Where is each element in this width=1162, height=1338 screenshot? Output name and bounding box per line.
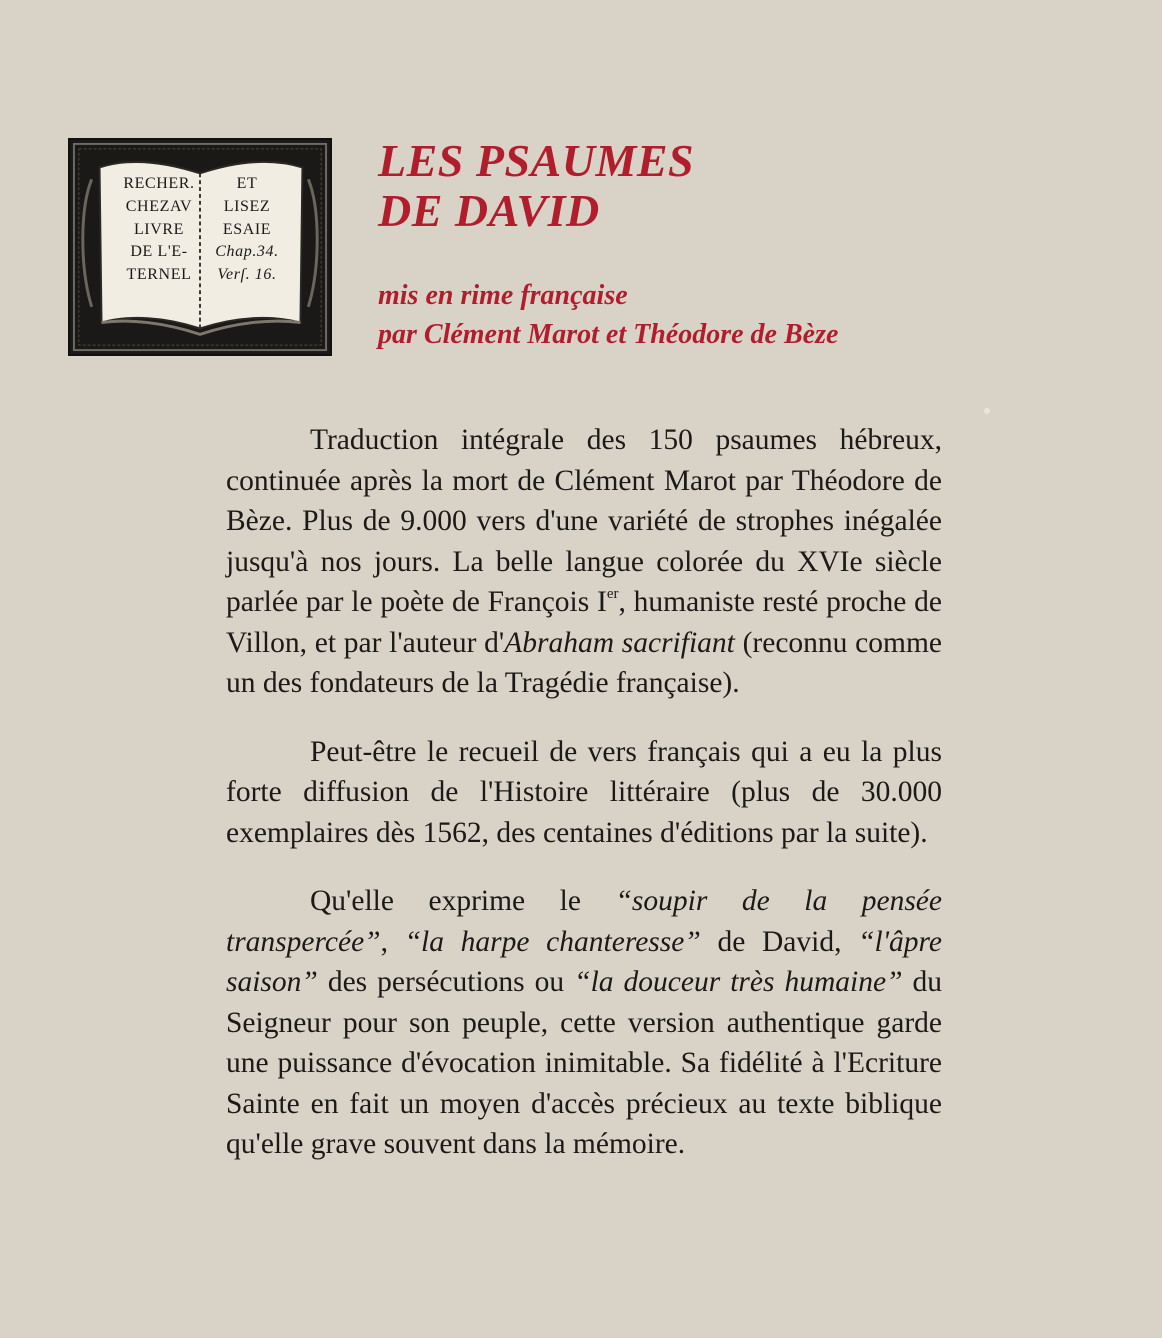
subtitle-line: par Clément Marot et Théodore de Bèze <box>378 319 839 350</box>
emblem-left-page <box>118 173 200 287</box>
paper-speck <box>984 408 990 414</box>
paragraph-1 <box>226 420 942 704</box>
text-run: des persécutions ou <box>317 966 575 998</box>
text-run: Traduction intégrale des 150 psaumes hébreux, continuée après la mort de Clément Marot par Théodore de Bèze. Plus de 9.000 vers d'une variété de strophes inégalée jusqu'à nos jours. La belle langue colorée du XVIe siècle parlée par le poète de François I <box>226 424 942 618</box>
emblem-text-line: RECHER. <box>123 175 195 192</box>
emblem-text-line: Chap.34. <box>215 243 279 261</box>
emblem-text-line: LISEZ <box>223 197 271 215</box>
quotation: “la harpe chanteresse” <box>404 925 701 958</box>
open-book-emblem <box>68 138 332 356</box>
paragraph-2: Peut-être le recueil de vers français qui a eu la plus forte diffusion de l'Histoire littéraire (plus de 30.000 exemplaires dès 1562, des centaines d'éditions par la suite). <box>226 735 942 849</box>
emblem-text-line: TERNEL <box>126 266 192 284</box>
text-run: Qu'elle exprime le <box>310 885 616 917</box>
title-line: LES PSAUMES <box>378 135 695 186</box>
description-text <box>226 420 942 1165</box>
book-icon <box>70 140 330 354</box>
emblem-right-page <box>204 173 290 287</box>
subtitle-line: mis en rime française <box>378 280 628 311</box>
emblem-text-line: DE L'E- <box>130 243 188 261</box>
text-run: de David, <box>700 925 859 958</box>
quotation: “la douceur très humaine” <box>574 966 903 998</box>
emblem-text-line: CHEZAV <box>125 197 193 215</box>
emblem-text-line: ESAIE <box>222 220 272 238</box>
italic-title: Abraham sacrifiant <box>504 626 735 659</box>
book-title <box>378 136 694 236</box>
emblem-text-line: Verſ. 16. <box>217 266 277 284</box>
superscript: er <box>606 586 619 602</box>
quotation: “l'âpre saison” <box>226 925 943 998</box>
text-run: (reconnu comme un des fondateurs de la Tragédie française). <box>226 626 942 699</box>
text-run: , humaniste resté proche de Villon, et par l'auteur d' <box>226 586 942 659</box>
text-run: , <box>380 925 405 958</box>
quotation: “soupir de la pensée transpercée” <box>226 885 942 958</box>
emblem-text-line: LIVRE <box>133 220 185 238</box>
book-subtitle <box>378 276 838 354</box>
title-line: DE DAVID <box>378 185 600 236</box>
emblem-text-line: ET <box>236 175 258 192</box>
paragraph-3 <box>226 881 942 1165</box>
text-run: du Seigneur pour son peuple, cette version authentique garde une puissance d'évocation inimitable. Sa fidélité à l'Ecriture Sainte en fait un moyen d'accès précieux au texte biblique qu'elle grave souvent dans la mémoire. <box>226 966 942 1160</box>
